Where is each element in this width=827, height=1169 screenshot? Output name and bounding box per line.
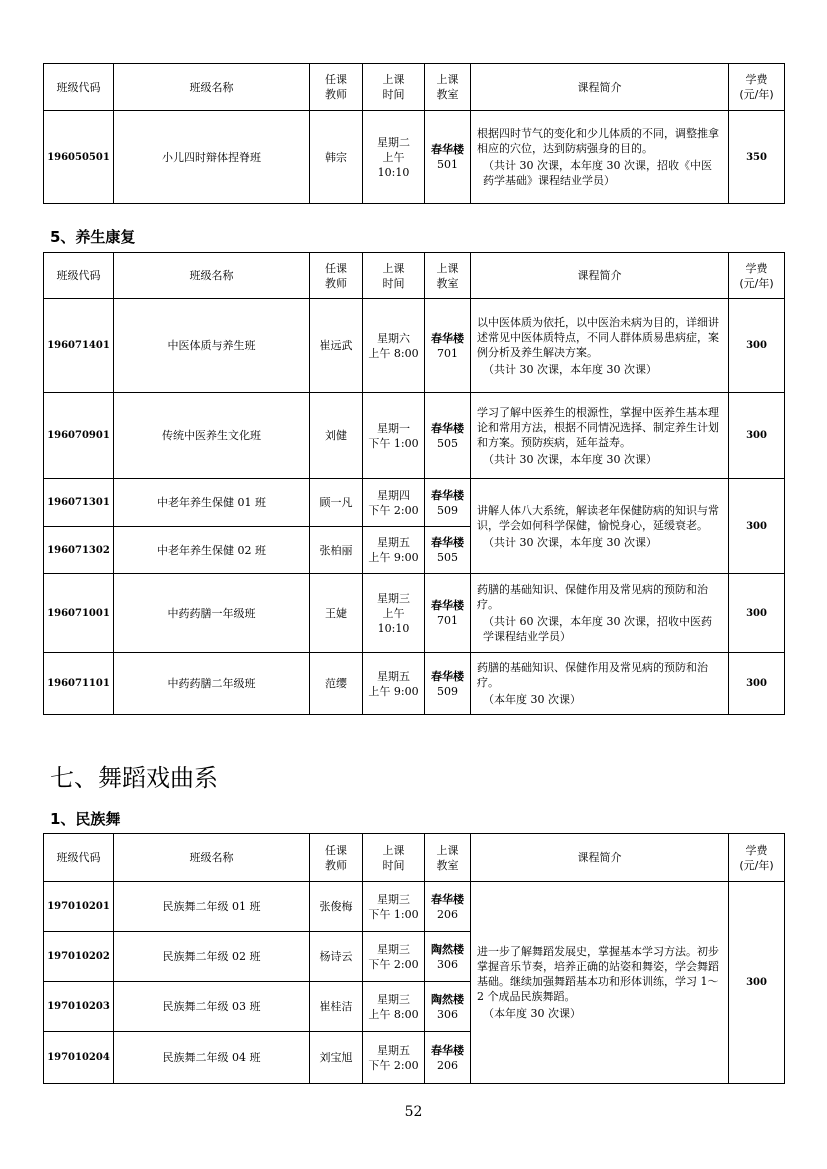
header-code: 班级代码: [44, 253, 114, 299]
classroom-number: 509: [437, 684, 458, 698]
class-name: 中老年养生保健 01 班: [114, 479, 310, 527]
classroom: [425, 393, 471, 479]
course-table-tuina: [43, 63, 785, 204]
teacher: 张柏丽: [310, 527, 363, 574]
classroom-number: 501: [437, 158, 458, 171]
description-note: （共计 30 次课，本年度 30 次课，招收《中医药学基础》课程结业学员）: [483, 159, 712, 187]
tuition-fee: 300: [729, 574, 785, 653]
class-code: 196071001: [44, 574, 114, 653]
classroom: [425, 882, 471, 932]
classroom: [425, 982, 471, 1032]
classroom-building: 春华楼: [431, 143, 464, 156]
teacher: 张俊梅: [310, 882, 363, 932]
header-teacher: 任课 教师: [310, 834, 363, 882]
classroom: [425, 574, 471, 653]
tuition-fee: 300: [729, 479, 785, 574]
table-row: [44, 574, 785, 653]
table-row: [44, 653, 785, 715]
classroom: [425, 932, 471, 982]
header-name: 班级名称: [114, 64, 310, 111]
class-code: 196070901: [44, 393, 114, 479]
class-code: 196071401: [44, 299, 114, 393]
classroom-number: 206: [437, 907, 458, 921]
table-row: [44, 299, 785, 393]
chapter-title-dance: 七、舞蹈戏曲系: [50, 764, 218, 792]
course-description: [471, 574, 729, 653]
tuition-fee: 350: [729, 111, 785, 204]
description-text: 以中医体质为依托，以中医治未病为目的，详细讲述常见中医体质特点，不同人群体质易患病症，案例分析及养生解决方案。: [477, 315, 719, 359]
header-room: 上课 教室: [425, 253, 471, 299]
classroom-number: 505: [437, 551, 458, 564]
classroom-building: 春华楼: [431, 536, 464, 549]
class-time: 星期三 下午 2:00: [363, 932, 425, 982]
classroom-building: 春华楼: [431, 1043, 464, 1057]
class-name: 传统中医养生文化班: [114, 393, 310, 479]
header-name: 班级名称: [114, 834, 310, 882]
description-text: 学习了解中医养生的根源性，掌握中医养生基本理论和常用方法，根据不同情况选择、制定养生计划和方案。预防疾病，延年益寿。: [477, 405, 719, 449]
classroom-building: 春华楼: [431, 669, 464, 683]
header-time: 上课 时间: [363, 834, 425, 882]
class-code: 197010201: [44, 882, 114, 932]
classroom-number: 206: [437, 1058, 458, 1072]
tuition-fee: 300: [729, 299, 785, 393]
header-fee: 学费 (元/年): [729, 64, 785, 111]
header-desc: 课程简介: [471, 834, 729, 882]
tuition-fee: 300: [729, 882, 785, 1084]
class-name: 中医体质与养生班: [114, 299, 310, 393]
header-fee: 学费 (元/年): [729, 834, 785, 882]
section-title-minzu: 1、民族舞: [50, 810, 121, 828]
class-time: 星期三 上午 10:10: [363, 574, 425, 653]
classroom: [425, 299, 471, 393]
class-time: 星期四 下午 2:00: [363, 479, 425, 527]
class-time: 星期一 下午 1:00: [363, 393, 425, 479]
table-row: [44, 882, 785, 932]
teacher: 崔桂洁: [310, 982, 363, 1032]
header-teacher: 任课 教师: [310, 64, 363, 111]
class-name: 民族舞二年级 02 班: [114, 932, 310, 982]
table-header-row: [44, 834, 785, 882]
course-table-yangsheng: [43, 252, 785, 715]
classroom-number: 505: [437, 436, 458, 450]
teacher: 崔远武: [310, 299, 363, 393]
teacher: 王婕: [310, 574, 363, 653]
teacher: 范缨: [310, 653, 363, 715]
class-time: 星期三 上午 8:00: [363, 982, 425, 1032]
classroom-building: 陶然楼: [431, 992, 464, 1006]
description-note: （共计 60 次课，本年度 30 次课，招收中医药学课程结业学员）: [483, 615, 712, 643]
class-code: 196050501: [44, 111, 114, 204]
classroom-number: 701: [437, 614, 458, 627]
table-row: [44, 111, 785, 204]
class-name: 小儿四时辩体捏脊班: [114, 111, 310, 204]
description-text: 根据四时节气的变化和少儿体质的不同，调整推拿相应的穴位，达到防病强身的目的。: [477, 127, 719, 155]
table-row: [44, 479, 785, 527]
header-code: 班级代码: [44, 834, 114, 882]
description-text: 讲解人体八大系统，解读老年保健防病的知识与常识，学会如何科学保健，愉悦身心，延缓衰老。: [477, 503, 719, 532]
header-code: 班级代码: [44, 64, 114, 111]
course-description: [471, 882, 729, 1084]
header-desc: 课程简介: [471, 253, 729, 299]
classroom-number: 701: [437, 346, 458, 360]
classroom-building: 春华楼: [431, 892, 464, 906]
class-time: 星期二 上午 10:10: [363, 111, 425, 204]
page-number: 52: [404, 1104, 423, 1120]
tuition-fee: 300: [729, 653, 785, 715]
classroom-number: 306: [437, 957, 458, 971]
header-teacher: 任课 教师: [310, 253, 363, 299]
header-time: 上课 时间: [363, 64, 425, 111]
class-time: 星期五 上午 9:00: [363, 653, 425, 715]
header-room: 上课 教室: [425, 834, 471, 882]
description-text: 进一步了解舞蹈发展史，掌握基本学习方法。初步掌握音乐节奏，培养正确的站姿和舞姿，学会舞蹈基础。继续加强舞蹈基本功和形体训练，学习 1～2 个成品民族舞蹈。: [477, 945, 719, 1003]
class-code: 196071101: [44, 653, 114, 715]
class-name: 中药药膳二年级班: [114, 653, 310, 715]
description-text: 药膳的基础知识、保健作用及常见病的预防和治疗。: [477, 661, 708, 689]
header-name: 班级名称: [114, 253, 310, 299]
course-description: [471, 299, 729, 393]
classroom: [425, 1032, 471, 1084]
class-code: 197010204: [44, 1032, 114, 1084]
section-title-yangsheng: 5、养生康复: [50, 228, 136, 246]
description-note: （共计 30 次课，本年度 30 次课）: [483, 452, 657, 466]
classroom-number: 509: [437, 503, 458, 517]
class-code: 197010203: [44, 982, 114, 1032]
description-note: （本年度 30 次课）: [483, 1007, 581, 1020]
class-name: 民族舞二年级 04 班: [114, 1032, 310, 1084]
table-header-row: [44, 253, 785, 299]
course-table-minzu: [43, 833, 785, 1084]
course-description: [471, 653, 729, 715]
classroom-building: 春华楼: [431, 488, 464, 502]
class-code: 196071301: [44, 479, 114, 527]
teacher: 杨诗云: [310, 932, 363, 982]
header-room: 上课 教室: [425, 64, 471, 111]
teacher: 刘健: [310, 393, 363, 479]
classroom: [425, 653, 471, 715]
class-name: 民族舞二年级 03 班: [114, 982, 310, 1032]
class-code: 196071302: [44, 527, 114, 574]
description-note: （本年度 30 次课）: [483, 693, 581, 706]
classroom-building: 陶然楼: [431, 942, 464, 956]
class-name: 民族舞二年级 01 班: [114, 882, 310, 932]
teacher: 刘宝旭: [310, 1032, 363, 1084]
classroom: [425, 111, 471, 204]
header-fee: 学费 (元/年): [729, 253, 785, 299]
teacher: 韩宗: [310, 111, 363, 204]
class-time: 星期六 上午 8:00: [363, 299, 425, 393]
course-description: [471, 111, 729, 204]
class-code: 197010202: [44, 932, 114, 982]
classroom: [425, 479, 471, 527]
classroom-building: 春华楼: [431, 599, 464, 612]
header-desc: 课程简介: [471, 64, 729, 111]
class-name: 中老年养生保健 02 班: [114, 527, 310, 574]
class-time: 星期三 下午 1:00: [363, 882, 425, 932]
class-name: 中药药膳一年级班: [114, 574, 310, 653]
description-note: （共计 30 次课，本年度 30 次课）: [483, 362, 657, 376]
classroom-building: 春华楼: [431, 331, 464, 345]
table-header-row: [44, 64, 785, 111]
description-note: （共计 30 次课，本年度 30 次课）: [483, 535, 657, 549]
header-time: 上课 时间: [363, 253, 425, 299]
teacher: 顾一凡: [310, 479, 363, 527]
classroom-number: 306: [437, 1007, 458, 1021]
classroom-building: 春华楼: [431, 421, 464, 435]
table-row: [44, 393, 785, 479]
class-time: 星期五 下午 2:00: [363, 1032, 425, 1084]
tuition-fee: 300: [729, 393, 785, 479]
description-text: 药膳的基础知识、保健作用及常见病的预防和治疗。: [477, 583, 708, 611]
class-time: 星期五 上午 9:00: [363, 527, 425, 574]
classroom: [425, 527, 471, 574]
course-description: [471, 479, 729, 574]
course-description: [471, 393, 729, 479]
